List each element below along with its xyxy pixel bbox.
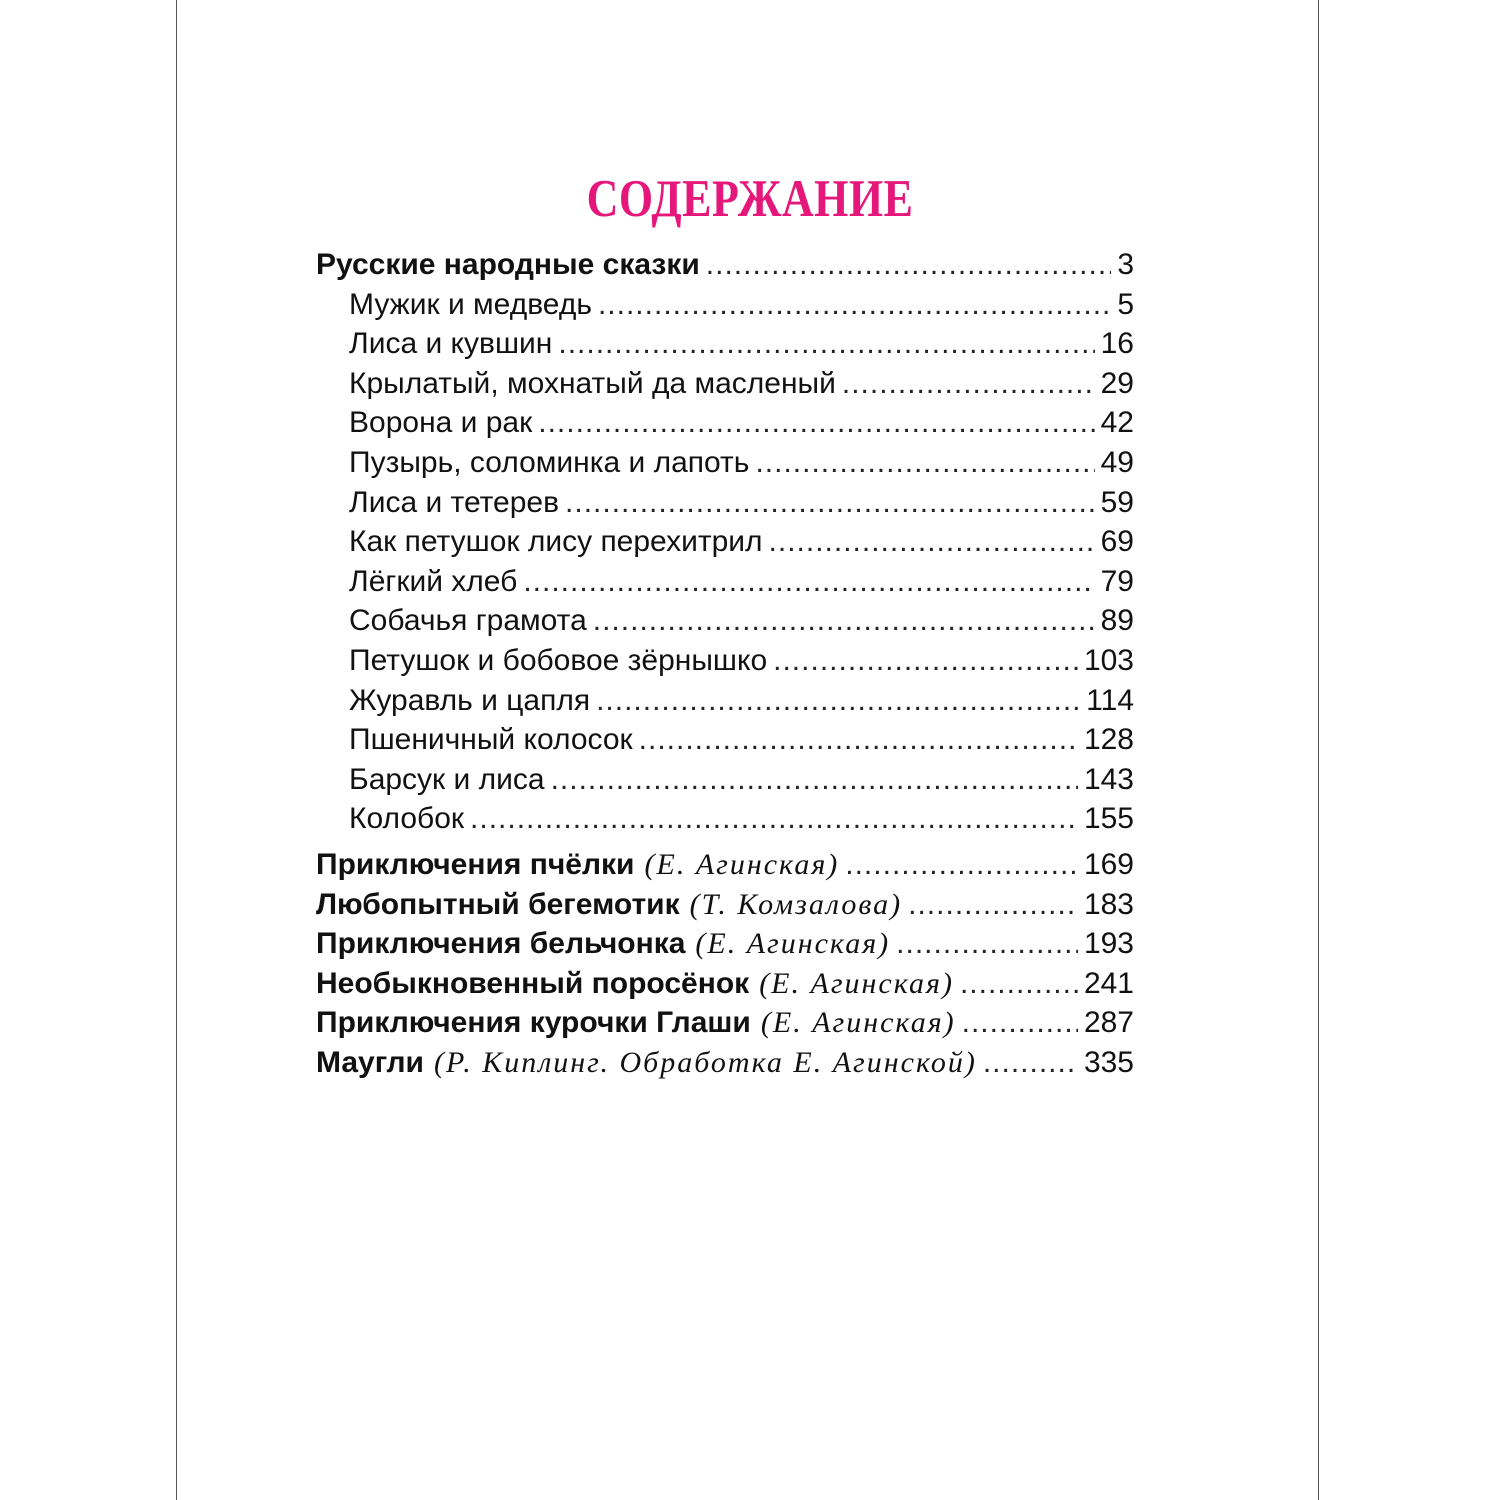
toc-entry-title: Маугли — [316, 1045, 424, 1079]
toc-entry-title: Крылатый, мохнатый да масленый — [349, 366, 836, 400]
toc-entry — [316, 763, 1134, 803]
toc-entry — [316, 604, 1134, 644]
toc-entry-page-number: 89 — [1100, 604, 1134, 638]
toc-entry — [316, 486, 1134, 526]
toc-entry — [316, 446, 1134, 486]
toc-entry — [316, 888, 1134, 928]
toc-entry-title: Мужик и медведь — [349, 287, 592, 321]
toc-entry-page-number: 183 — [1083, 887, 1134, 921]
dot-leader — [551, 763, 1078, 797]
dot-leader — [596, 684, 1080, 718]
toc-entry-page-number: 128 — [1083, 723, 1134, 757]
toc-entry — [316, 406, 1134, 446]
dot-leader — [523, 565, 1094, 599]
toc-entry-page-number: 114 — [1086, 683, 1134, 717]
toc-entry — [316, 565, 1134, 605]
toc-entry-title: Журавль и цапля — [349, 683, 591, 717]
page-title: СОДЕРЖАНИЕ — [586, 169, 914, 228]
dot-leader — [769, 525, 1095, 559]
toc-entry-page-number: 79 — [1100, 564, 1134, 598]
toc-entry — [316, 1046, 1134, 1086]
toc-entry — [316, 525, 1134, 565]
dot-leader — [773, 644, 1078, 678]
toc-entry-page-number: 59 — [1100, 485, 1134, 519]
toc-entry-title: Приключения бельчонка — [316, 927, 686, 961]
toc-entry-title: Как петушок лису перехитрил — [349, 525, 763, 559]
toc-entry — [316, 1006, 1134, 1046]
toc-entry-title: Лиса и тетерев — [349, 485, 560, 519]
toc-entry — [316, 967, 1134, 1007]
toc-entry — [316, 367, 1134, 407]
toc-entry — [316, 802, 1134, 842]
toc-entry-author: (Т. Комзалова) — [689, 887, 903, 921]
dot-leader — [962, 1006, 1078, 1040]
toc-entry-title: Лёгкий хлеб — [349, 564, 518, 598]
toc-entry — [316, 327, 1134, 367]
dot-leader — [470, 802, 1078, 836]
toc-entry-title: Русские народные сказки — [316, 248, 700, 281]
dot-leader — [538, 406, 1094, 440]
toc-entry-page-number: 143 — [1083, 762, 1134, 796]
toc-entry-title: Ворона и рак — [349, 406, 533, 440]
toc-entry — [316, 723, 1134, 763]
toc-entry-page-number: 103 — [1083, 643, 1134, 677]
toc-entry — [316, 927, 1134, 967]
dot-leader — [565, 486, 1095, 520]
dot-leader — [639, 723, 1078, 757]
toc-entry-author: (Е. Агинская) — [760, 1006, 956, 1040]
toc-entry-author: (Р. Киплинг. Обработка Е. Агинской) — [433, 1045, 977, 1079]
toc-entry-title: Колобок — [349, 802, 465, 836]
toc-entry-page-number: 3 — [1117, 248, 1134, 281]
toc-entry-author: (Е. Агинская) — [644, 847, 840, 881]
dot-leader — [558, 327, 1094, 361]
toc-entry-author: (Е. Агинская) — [695, 927, 891, 961]
toc-entry-page-number: 287 — [1083, 1006, 1134, 1040]
toc-entry-author: (Е. Агинская) — [759, 966, 954, 1000]
toc-entry-page-number: 241 — [1083, 966, 1134, 1000]
toc-entry-title: Пшеничный колосок — [349, 723, 633, 757]
toc-entry-title: Приключения пчёлки — [316, 847, 635, 881]
dot-leader — [908, 888, 1078, 922]
toc-entry — [316, 848, 1134, 888]
toc-entry-title: Необыкновенный поросёнок — [316, 966, 750, 1000]
toc-entry-page-number: 155 — [1083, 802, 1134, 836]
toc-entry-page-number: 335 — [1083, 1045, 1134, 1079]
toc-entry — [316, 684, 1134, 724]
toc-entry-page-number: 16 — [1100, 327, 1134, 361]
toc-entry-title: Пузырь, соломинка и лапоть — [349, 445, 750, 479]
toc-entry — [316, 288, 1134, 328]
toc-entry-title: Лиса и кувшин — [349, 327, 553, 361]
toc-entry-title: Любопытный бегемотик — [316, 887, 680, 921]
toc-entry-page-number: 29 — [1100, 366, 1134, 400]
dot-leader — [706, 248, 1112, 282]
table-of-contents — [316, 248, 1134, 1085]
toc-entry-title: Приключения курочки Глаши — [316, 1006, 751, 1040]
toc-entry-title: Барсук и лиса — [349, 762, 545, 796]
dot-leader — [960, 967, 1078, 1001]
toc-entry-page-number: 169 — [1083, 847, 1134, 881]
dot-leader — [593, 604, 1095, 638]
toc-entry — [316, 644, 1134, 684]
dot-leader — [896, 927, 1078, 961]
toc-entry-page-number: 5 — [1117, 287, 1134, 321]
dot-leader — [598, 288, 1111, 322]
toc-entry-page-number: 69 — [1100, 525, 1134, 559]
toc-entry-page-number: 193 — [1083, 927, 1134, 961]
toc-entry-title: Петушок и бобовое зёрнышко — [349, 643, 768, 677]
dot-leader — [755, 446, 1094, 480]
toc-entry-page-number: 49 — [1100, 445, 1134, 479]
toc-entry — [316, 248, 1134, 288]
toc-entry-title: Собачья грамота — [349, 604, 587, 638]
dot-leader — [983, 1046, 1078, 1080]
dot-leader — [842, 367, 1095, 401]
dot-leader — [845, 848, 1078, 882]
toc-entry-page-number: 42 — [1100, 406, 1134, 440]
